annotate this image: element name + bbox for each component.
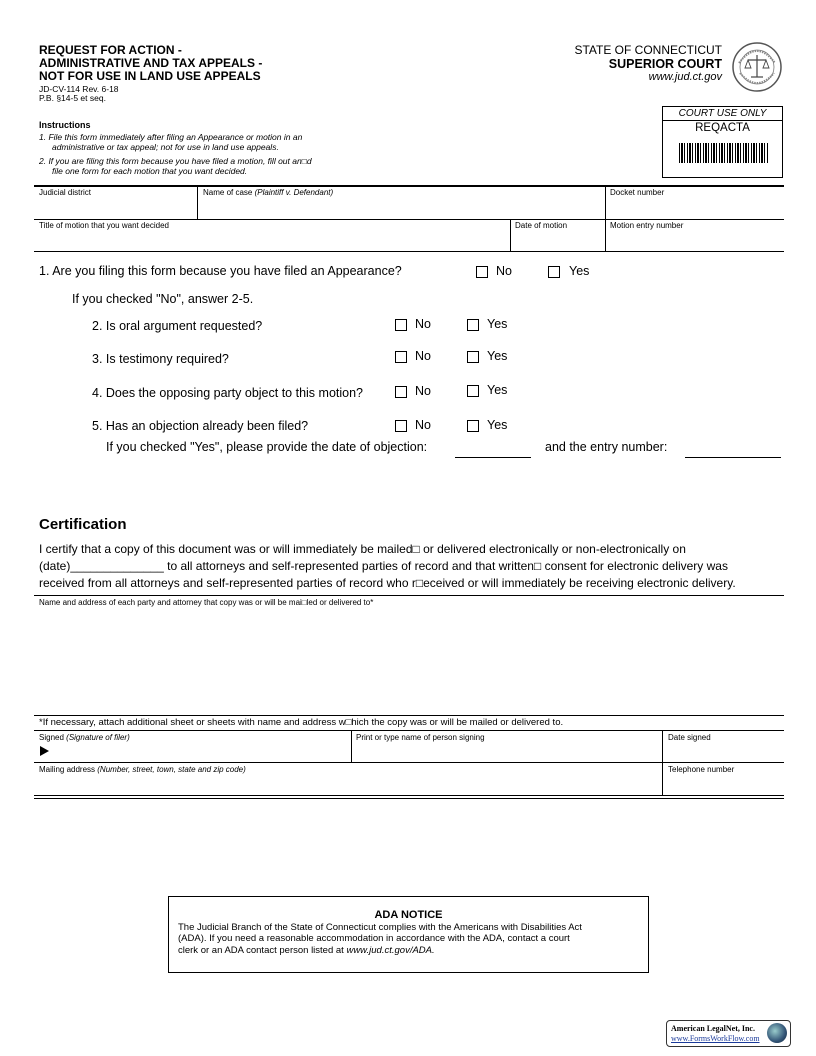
q3-yes-label: Yes	[487, 349, 508, 363]
docket-number-input[interactable]	[606, 187, 783, 218]
barcode	[679, 143, 768, 163]
docket-number-label: Docket number	[610, 188, 665, 197]
instruction-1b: administrative or tax appeal; not for use in land use appeals.	[52, 142, 279, 152]
title-of-motion-label: Title of motion that you want decided	[39, 221, 169, 230]
ada-link[interactable]: www.jud.ct.gov/ADA.	[346, 944, 435, 956]
q5-yes-label: Yes	[487, 418, 508, 432]
q3-no-checkbox[interactable]	[395, 351, 407, 363]
legalnet-site[interactable]: www.FormsWorkFlow.com	[671, 1034, 760, 1043]
name-address-input[interactable]	[35, 608, 783, 713]
title-of-motion-input[interactable]	[35, 220, 509, 250]
question-5: 5. Has an objection already been filed?	[92, 419, 309, 433]
legalnet-company: American LegalNet, Inc.	[671, 1024, 755, 1033]
name-address-label: Name and address of each party and attorney that copy was or will be mai□led or delivered to*	[39, 598, 374, 607]
signed-hint: (Signature of filer)	[66, 733, 130, 742]
court-name: SUPERIOR COURT	[608, 57, 722, 71]
q5-yes-checkbox[interactable]	[467, 420, 479, 432]
motion-entry-number-label: Motion entry number	[610, 221, 684, 230]
website[interactable]: www.jud.ct.gov	[648, 71, 722, 83]
mailing-address-input[interactable]	[35, 775, 660, 794]
q4-no-checkbox[interactable]	[395, 386, 407, 398]
question-3: 3. Is testimony required?	[92, 352, 229, 366]
judicial-district-input[interactable]	[35, 187, 196, 218]
date-signed-input[interactable]	[663, 743, 783, 761]
q1-yes-label: Yes	[569, 264, 590, 278]
print-name-input[interactable]	[352, 743, 660, 761]
q1-no-label: No	[496, 264, 512, 278]
motion-entry-number-input[interactable]	[606, 220, 783, 250]
q1-yes-checkbox[interactable]	[548, 266, 560, 278]
signed-label: Signed	[39, 733, 64, 742]
ada-heading: ADA NOTICE	[374, 909, 443, 921]
court-use-box	[662, 106, 783, 178]
instruction-2a: 2. If you are filing this form because you have filed a motion, fill out an□d	[39, 156, 312, 166]
signature-input[interactable]	[52, 742, 349, 761]
q3-no-label: No	[415, 349, 431, 363]
globe-icon	[767, 1023, 787, 1043]
q4-yes-checkbox[interactable]	[467, 385, 479, 397]
question-4: 4. Does the opposing party object to this motion?	[92, 386, 363, 400]
date-signed-label: Date signed	[668, 733, 711, 742]
q1-no-checkbox[interactable]	[476, 266, 488, 278]
footnote: *If necessary, attach additional sheet or sheets with name and address w□hich the copy was or will be mailed or delivered to.	[39, 717, 564, 728]
legalnet-logo	[666, 1020, 791, 1047]
q5-no-label: No	[415, 418, 431, 432]
connecticut-judicial-seal	[731, 41, 783, 93]
mailing-address-hint: (Number, street, town, state and zip code)	[97, 765, 246, 774]
q4-no-label: No	[415, 384, 431, 398]
question-2: 2. Is oral argument requested?	[92, 319, 263, 333]
q2-yes-checkbox[interactable]	[467, 319, 479, 331]
form-number: JD-CV-114 Rev. 6-18	[39, 84, 119, 94]
objection-entry-number-input[interactable]	[685, 441, 781, 458]
date-of-motion-input[interactable]	[511, 220, 604, 250]
date-of-motion-label: Date of motion	[515, 221, 568, 230]
telephone-label: Telephone number	[668, 765, 735, 774]
instructions-heading: Instructions	[39, 120, 91, 130]
entry-number-label: and the entry number:	[545, 440, 668, 454]
if-yes-instruction: If you checked "Yes", please provide the date of objection:	[106, 440, 428, 454]
form-title-line3: NOT FOR USE IN LAND USE APPEALS	[39, 69, 261, 83]
certification-line3: received from all attorneys and self-represented parties of record who r□eceived or will immediately be receiving electronic delivery.	[39, 576, 736, 590]
instruction-1a: 1. File this form immediately after filing an Appearance or motion in an	[39, 132, 303, 142]
form-title-line1: REQUEST FOR ACTION -	[39, 43, 182, 57]
state-name: STATE OF CONNECTICUT	[574, 43, 722, 57]
q5-no-checkbox[interactable]	[395, 420, 407, 432]
name-of-case-label: Name of case	[203, 188, 253, 197]
instruction-2b: file one form for each motion that you want decided.	[52, 166, 248, 176]
ada-notice-box	[168, 896, 649, 973]
certification-heading: Certification	[39, 516, 127, 533]
form-title-line2: ADMINISTRATIVE AND TAX APPEALS -	[39, 56, 263, 70]
q2-no-label: No	[415, 317, 431, 331]
signature-arrow-icon	[40, 746, 49, 756]
if-no-instruction: If you checked "No", answer 2-5.	[72, 292, 254, 306]
print-name-label: Print or type name of person signing	[356, 733, 485, 742]
objection-date-input[interactable]	[455, 441, 531, 458]
rule-reference: P.B. §14-5 et seq.	[39, 93, 106, 103]
certification-line1: I certify that a copy of this document was or will immediately be mailed□ or delivered electronically or non-electronically on	[39, 542, 686, 556]
q3-yes-checkbox[interactable]	[467, 351, 479, 363]
q2-yes-label: Yes	[487, 317, 508, 331]
q2-no-checkbox[interactable]	[395, 319, 407, 331]
certification-line2: (date)______________ to all attorneys and self-represented parties of record and that written□ consent for electronic delivery was	[39, 559, 728, 573]
mailing-address-label: Mailing address	[39, 765, 96, 774]
q4-yes-label: Yes	[487, 383, 508, 397]
telephone-input[interactable]	[663, 775, 783, 794]
ada-line1: The Judicial Branch of the State of Connecticut complies with the Americans with Disabilities Act	[178, 921, 582, 933]
ada-line3: clerk or an ADA contact person listed at	[178, 944, 344, 956]
question-1: 1. Are you filing this form because you have filed an Appearance?	[39, 264, 402, 278]
name-of-case-hint: (Plaintiff v. Defendant)	[254, 188, 334, 197]
court-use-label: COURT USE ONLY	[663, 107, 782, 121]
judicial-district-label: Judicial district	[39, 188, 92, 197]
ada-line2: (ADA). If you need a reasonable accommodation in accordance with the ADA, contact a court	[178, 933, 570, 944]
form-code: REQACTA	[695, 122, 750, 134]
